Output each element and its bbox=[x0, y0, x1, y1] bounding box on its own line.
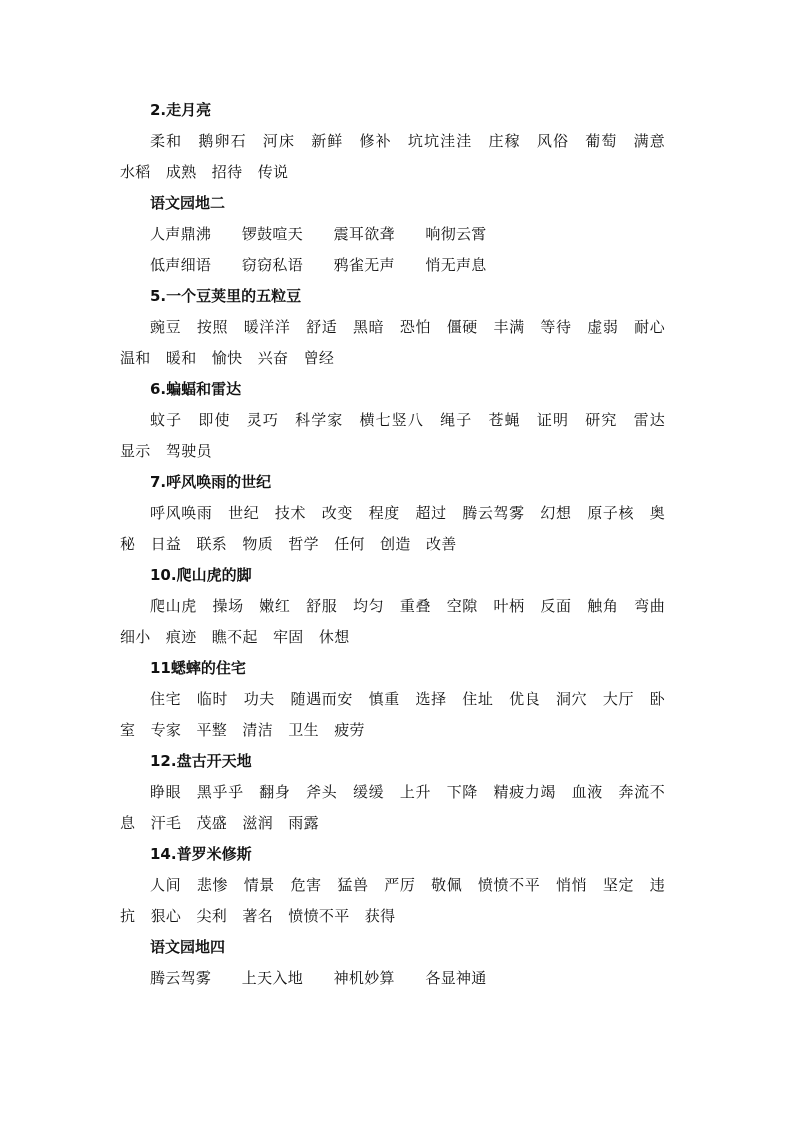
section-heading: 12.盘古开天地 bbox=[150, 752, 252, 770]
word-line: 柔和 鹅卵石 河床 新鲜 修补 坑坑洼洼 庄稼 风俗 葡萄 满意 水稻 成熟 招待 传说 bbox=[120, 132, 681, 181]
section-heading: 语文园地二 bbox=[150, 194, 226, 212]
word-line: 蚊子 即使 灵巧 科学家 横七竖八 绳子 苍蝇 证明 研究 雷达 显示 驾驶员 bbox=[120, 411, 681, 460]
section-hufeng-huanyu bbox=[120, 467, 665, 560]
word-line: 低声细语 窃窃私语 鸦雀无声 悄无声息 bbox=[150, 256, 487, 274]
word-line: 腾云驾雾 上天入地 神机妙算 各显神通 bbox=[150, 969, 487, 987]
section-xishuai-zhuzhai bbox=[120, 653, 665, 746]
section-pangu bbox=[120, 746, 665, 839]
word-line: 豌豆 按照 暖洋洋 舒适 黑暗 恐怕 僵硬 丰满 等待 虚弱 耐心温和 暖和 愉快 兴奋 曾经 bbox=[120, 318, 665, 367]
section-zou-yue-liang bbox=[120, 95, 681, 188]
section-heading: 11蟋蟀的住宅 bbox=[150, 659, 246, 677]
word-line: 爬山虎 操场 嫩红 舒服 均匀 重叠 空隙 叶柄 反面 触角 弯曲 细小 痕迹 瞧不起 牢固 休想 bbox=[120, 597, 681, 646]
section-yuwen-yuandi-2 bbox=[120, 188, 665, 281]
section-heading: 2.走月亮 bbox=[150, 101, 212, 119]
section-yuwen-yuandi-4 bbox=[120, 932, 665, 994]
section-heading: 7.呼风唤雨的世纪 bbox=[150, 473, 272, 491]
word-line: 呼风唤雨 世纪 技术 改变 程度 超过 腾云驾雾 幻想 原子核 奥秘 日益 联系 物质 哲学 任何 创造 改善 bbox=[120, 504, 665, 553]
word-line: 睁眼 黑乎乎 翻身 斧头 缓缓 上升 下降 精疲力竭 血液 奔流不息 汗毛 茂盛 滋润 雨露 bbox=[120, 783, 665, 832]
section-wu-li-dou bbox=[120, 281, 665, 374]
section-heading: 14.普罗米修斯 bbox=[150, 845, 252, 863]
section-heading: 10.爬山虎的脚 bbox=[150, 566, 252, 584]
vocabulary-list bbox=[120, 95, 681, 994]
section-heading: 6.蝙蝠和雷达 bbox=[150, 380, 242, 398]
section-pashanhu bbox=[120, 560, 681, 653]
section-heading: 语文园地四 bbox=[150, 938, 226, 956]
section-heading: 5.一个豆荚里的五粒豆 bbox=[150, 287, 302, 305]
word-line: 人间 悲惨 情景 危害 猛兽 严厉 敬佩 愤愤不平 悄悄 坚定 违抗 狠心 尖利 著名 愤愤不平 获得 bbox=[120, 876, 665, 925]
section-bianfu-leida bbox=[120, 374, 681, 467]
word-line: 住宅 临时 功夫 随遇而安 慎重 选择 住址 优良 洞穴 大厅 卧室 专家 平整 清洁 卫生 疲劳 bbox=[120, 690, 665, 739]
section-prometheus bbox=[120, 839, 665, 932]
word-line: 人声鼎沸 锣鼓喧天 震耳欲聋 响彻云霄 bbox=[150, 225, 487, 243]
